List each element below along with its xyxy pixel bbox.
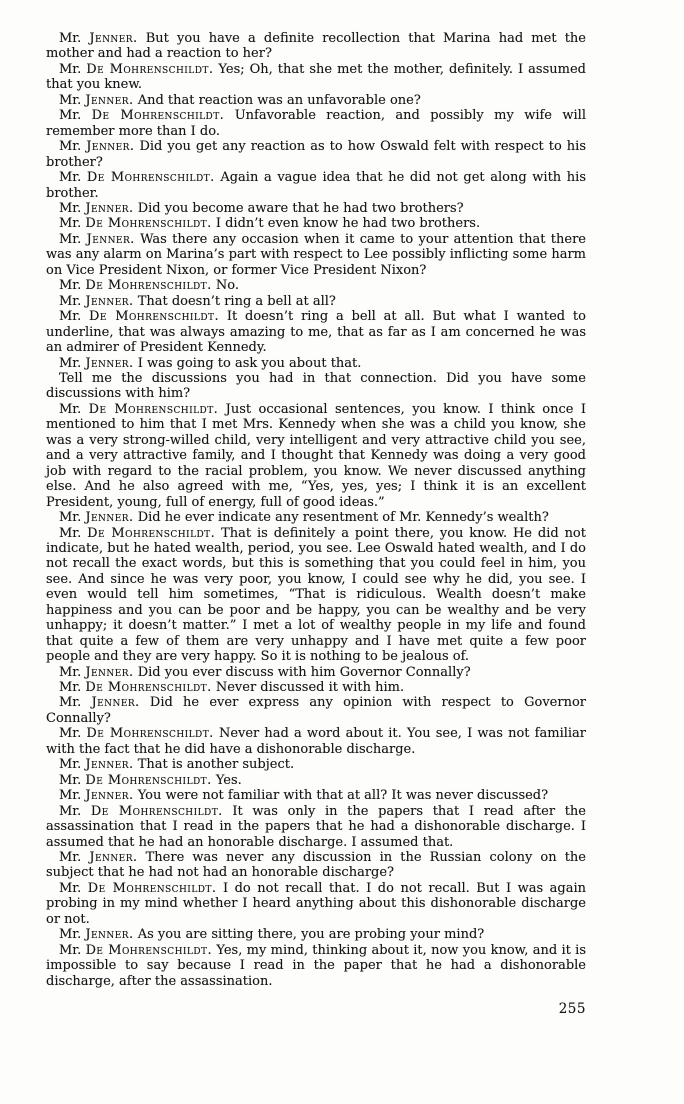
speaker-name: Jenner. [86,139,135,155]
speaker-name: Jenner. [85,293,134,309]
transcript-paragraph [46,757,586,772]
speaker-name: De Mohrenschildt. [85,772,212,788]
transcript-paragraph [46,804,586,850]
speaker-name: De Mohrenschildt. [87,880,217,896]
speaker-name: De Mohrenschildt. [87,525,216,541]
transcript-paragraph [46,726,586,757]
transcript-paragraph [46,170,586,201]
speaker-prefix: Mr. [59,309,82,325]
speaker-label [59,402,218,417]
speaker-prefix: Mr. [59,680,82,696]
transcript-paragraph [46,216,586,231]
transcript-paragraph [46,695,586,726]
speaker-label [59,726,214,741]
speaker-prefix: Mr. [59,525,82,541]
transcript-paragraph [46,356,586,371]
speaker-label [59,788,134,803]
speaker-label [59,170,215,185]
speaker-label [59,680,212,695]
transcript-paragraph [46,943,586,989]
speaker-prefix: Mr. [59,942,82,958]
paragraph-text: Yes, my mind, thinking about it, now you know, and it is impossible to say because I read in the paper that he had a dishonorable discharge, after the assassination. [46,942,587,989]
paragraph-text: That is definitely a point there, you know. He did not indicate, but he hated wealth, period, you see. Lee Oswald hated wealth, and I do not recall the exact words, but this is something that you could feel in him, you see. And since he was very poor, you know, I could see why he did, you see. I even would tell him sometimes, “That is ridiculous. Wealth doesn’t make happiness and you can be poor and be happy, you can be wealthy and be very unhappy; it doesn’t matter.” I met a lot of wealthy people in my life and found that quite a few of them are very unhappy and I have met quite a few poor people and they are very happy. So it is nothing to be jealous of. [46,525,586,665]
speaker-prefix: Mr. [59,772,82,788]
speaker-label [59,526,215,541]
transcript-paragraph [46,881,586,927]
speaker-prefix: Mr. [59,139,82,155]
speaker-name: Jenner. [89,850,138,866]
transcript-paragraph [46,139,586,170]
speaker-label [59,665,134,680]
transcript [46,31,586,989]
speaker-prefix: Mr. [59,293,82,309]
transcript-paragraph [46,773,586,788]
paragraph-text: It doesn’t ring a bell at all. But what I wanted to underline, that was always amazing to me, that as far as I am concerned he was an admirer of President Kennedy. [46,309,586,356]
speaker-label [59,62,213,77]
speaker-prefix: Mr. [59,788,82,804]
speaker-label [59,695,140,710]
speaker-name: De Mohrenschildt. [90,803,223,819]
speaker-label [59,93,134,108]
speaker-name: De Mohrenschildt. [86,726,214,742]
speaker-name: De Mohrenschildt. [91,108,225,124]
paragraph-text: I didn’t even know he had two brothers. [215,216,481,232]
speaker-name: Jenner. [86,231,135,247]
transcript-paragraph [46,62,586,93]
speaker-label [59,773,212,788]
speaker-label [59,804,223,819]
transcript-paragraph [46,402,586,510]
speaker-name: De Mohrenschildt. [85,942,213,958]
speaker-label [59,881,216,896]
speaker-label [59,309,219,324]
paragraph-text: No. [215,278,239,294]
paragraph-text: Just occasional sentences, you know. I think once I mentioned to him that I met Mrs. Kennedy when she was a child you know, she was a very strong-willed child, very intelligent and very attractive child you see, and a very attractive family, and I thought that Kennedy was doing a very good job with regard to the racial problem, you know. We never discussed anything else. And he also agreed with me, “Yes, yes, yes; I think it is an excellent President, young, full of energy, full of good ideas.” [46,401,586,510]
paragraph-text: Did you ever discuss with him Governor Connally? [137,664,471,680]
transcript-paragraph [46,31,586,62]
paragraph-text: Was there any occasion when it came to your attention that there was any alarm on Marina’s part with respect to Lee possibly inflicting some harm on Vice President Nixon, or former Vice President Nixon? [46,231,586,278]
speaker-prefix: Mr. [59,850,82,866]
speaker-prefix: Mr. [59,108,82,124]
speaker-name: De Mohrenschildt. [86,170,215,186]
paragraph-text: Did you become aware that he had two brothers? [137,200,464,216]
speaker-label [59,294,134,309]
paragraph-text: Yes; Oh, that she met the mother, definitely. I assumed that you knew. [46,61,586,93]
speaker-prefix: Mr. [59,31,82,46]
paragraph-text: Tell me the discussions you had in that connection. Did you have some discussions with him? [46,370,586,402]
paragraph-text: Did you get any reaction as to how Oswald felt with respect to his brother? [46,139,587,170]
speaker-prefix: Mr. [59,355,82,371]
transcript-paragraph [46,927,586,942]
speaker-name: De Mohrenschildt. [85,680,212,696]
speaker-prefix: Mr. [59,757,82,773]
speaker-name: Jenner. [85,510,134,526]
paragraph-text: And that reaction was an unfavorable one? [137,92,421,108]
paragraph-text: I do not recall that. I do not recall. But I was again probing in my mind whether I heard anything about this dishonorable discharge or not. [46,880,586,927]
paragraph-text: That is another subject. [137,757,295,773]
speaker-name: De Mohrenschildt. [89,309,220,325]
transcript-paragraph [46,93,586,108]
speaker-label [59,278,212,293]
speaker-prefix: Mr. [59,927,82,943]
speaker-label [59,31,138,46]
speaker-name: De Mohrenschildt. [85,278,212,294]
speaker-prefix: Mr. [59,278,82,294]
speaker-prefix: Mr. [59,726,82,742]
transcript-paragraph [46,665,586,680]
speaker-prefix: Mr. [59,216,82,232]
speaker-label [59,943,212,958]
speaker-name: Jenner. [85,200,134,216]
paragraph-text: Did he ever indicate any resentment of Mr. Kennedy’s wealth? [137,510,549,526]
speaker-name: Jenner. [91,695,140,711]
transcript-paragraph [46,232,586,278]
speaker-label [59,356,134,371]
speaker-label [59,216,212,231]
paragraph-text: Did he ever express any opinion with respect to Governor Connally? [46,695,586,726]
speaker-name: Jenner. [85,757,134,773]
speaker-prefix: Mr. [59,170,82,186]
speaker-label [59,757,134,772]
speaker-name: Jenner. [85,927,134,943]
transcript-paragraph [46,850,586,881]
speaker-label [59,927,134,942]
speaker-name: Jenner. [85,664,134,680]
paragraph-text: Never had a word about it. You see, I was not familiar with the fact that he did have a dishonorable discharge. [46,726,587,757]
speaker-name: Jenner. [89,31,138,46]
speaker-prefix: Mr. [59,92,82,108]
speaker-prefix: Mr. [59,880,82,896]
speaker-name: De Mohrenschildt. [86,61,214,77]
page-number: 255 [558,1001,586,1018]
transcript-paragraph [46,526,586,665]
transcript-paragraph [46,788,586,803]
speaker-prefix: Mr. [59,803,82,819]
transcript-paragraph [46,278,586,293]
speaker-label [59,201,134,216]
transcript-paragraph [46,201,586,216]
paragraph-text: Never discussed it with him. [215,680,405,696]
speaker-name: Jenner. [85,92,134,108]
speaker-name: Jenner. [85,355,134,371]
paragraph-text: It was only in the papers that I read after the assassination that I read in the papers that he had a dishonorable discharge. I assumed that he had an honorable discharge. I assumed that. [46,803,586,850]
speaker-prefix: Mr. [59,664,82,680]
speaker-label [59,510,134,525]
transcript-paragraph [46,680,586,695]
transcript-paragraph [46,108,586,139]
paragraph-text: Unfavorable reaction, and possibly my wife will remember more than I do. [46,108,586,139]
speaker-label [59,108,224,123]
paragraph-text: There was never any discussion in the Russian colony on the subject that he had not had an honorable discharge? [46,850,586,881]
speaker-name: De Mohrenschildt. [88,401,219,417]
speaker-prefix: Mr. [59,401,82,417]
speaker-name: De Mohrenschildt. [85,216,212,232]
paragraph-text: Again a vague idea that he did not get along with his brother. [46,170,587,201]
transcript-paragraph [46,309,586,355]
speaker-prefix: Mr. [59,231,82,247]
speaker-name: Jenner. [85,788,134,804]
transcript-paragraph [46,510,586,525]
transcript-paragraph [46,371,586,402]
speaker-prefix: Mr. [59,695,82,711]
paragraph-text: As you are sitting there, you are probing your mind? [137,927,485,943]
speaker-label [59,850,138,865]
speaker-prefix: Mr. [59,200,82,216]
paragraph-text: Yes. [215,772,242,788]
paragraph-text: You were not familiar with that at all? It was never discussed? [137,788,549,804]
paragraph-text: That doesn’t ring a bell at all? [137,293,336,309]
speaker-label [59,232,135,247]
paragraph-text: But you have a definite recollection that Marina had met the mother and had a reaction to her? [46,31,586,62]
speaker-label [59,139,134,154]
transcript-paragraph [46,294,586,309]
paragraph-text: I was going to ask you about that. [137,355,362,371]
speaker-prefix: Mr. [59,61,82,77]
speaker-prefix: Mr. [59,510,82,526]
